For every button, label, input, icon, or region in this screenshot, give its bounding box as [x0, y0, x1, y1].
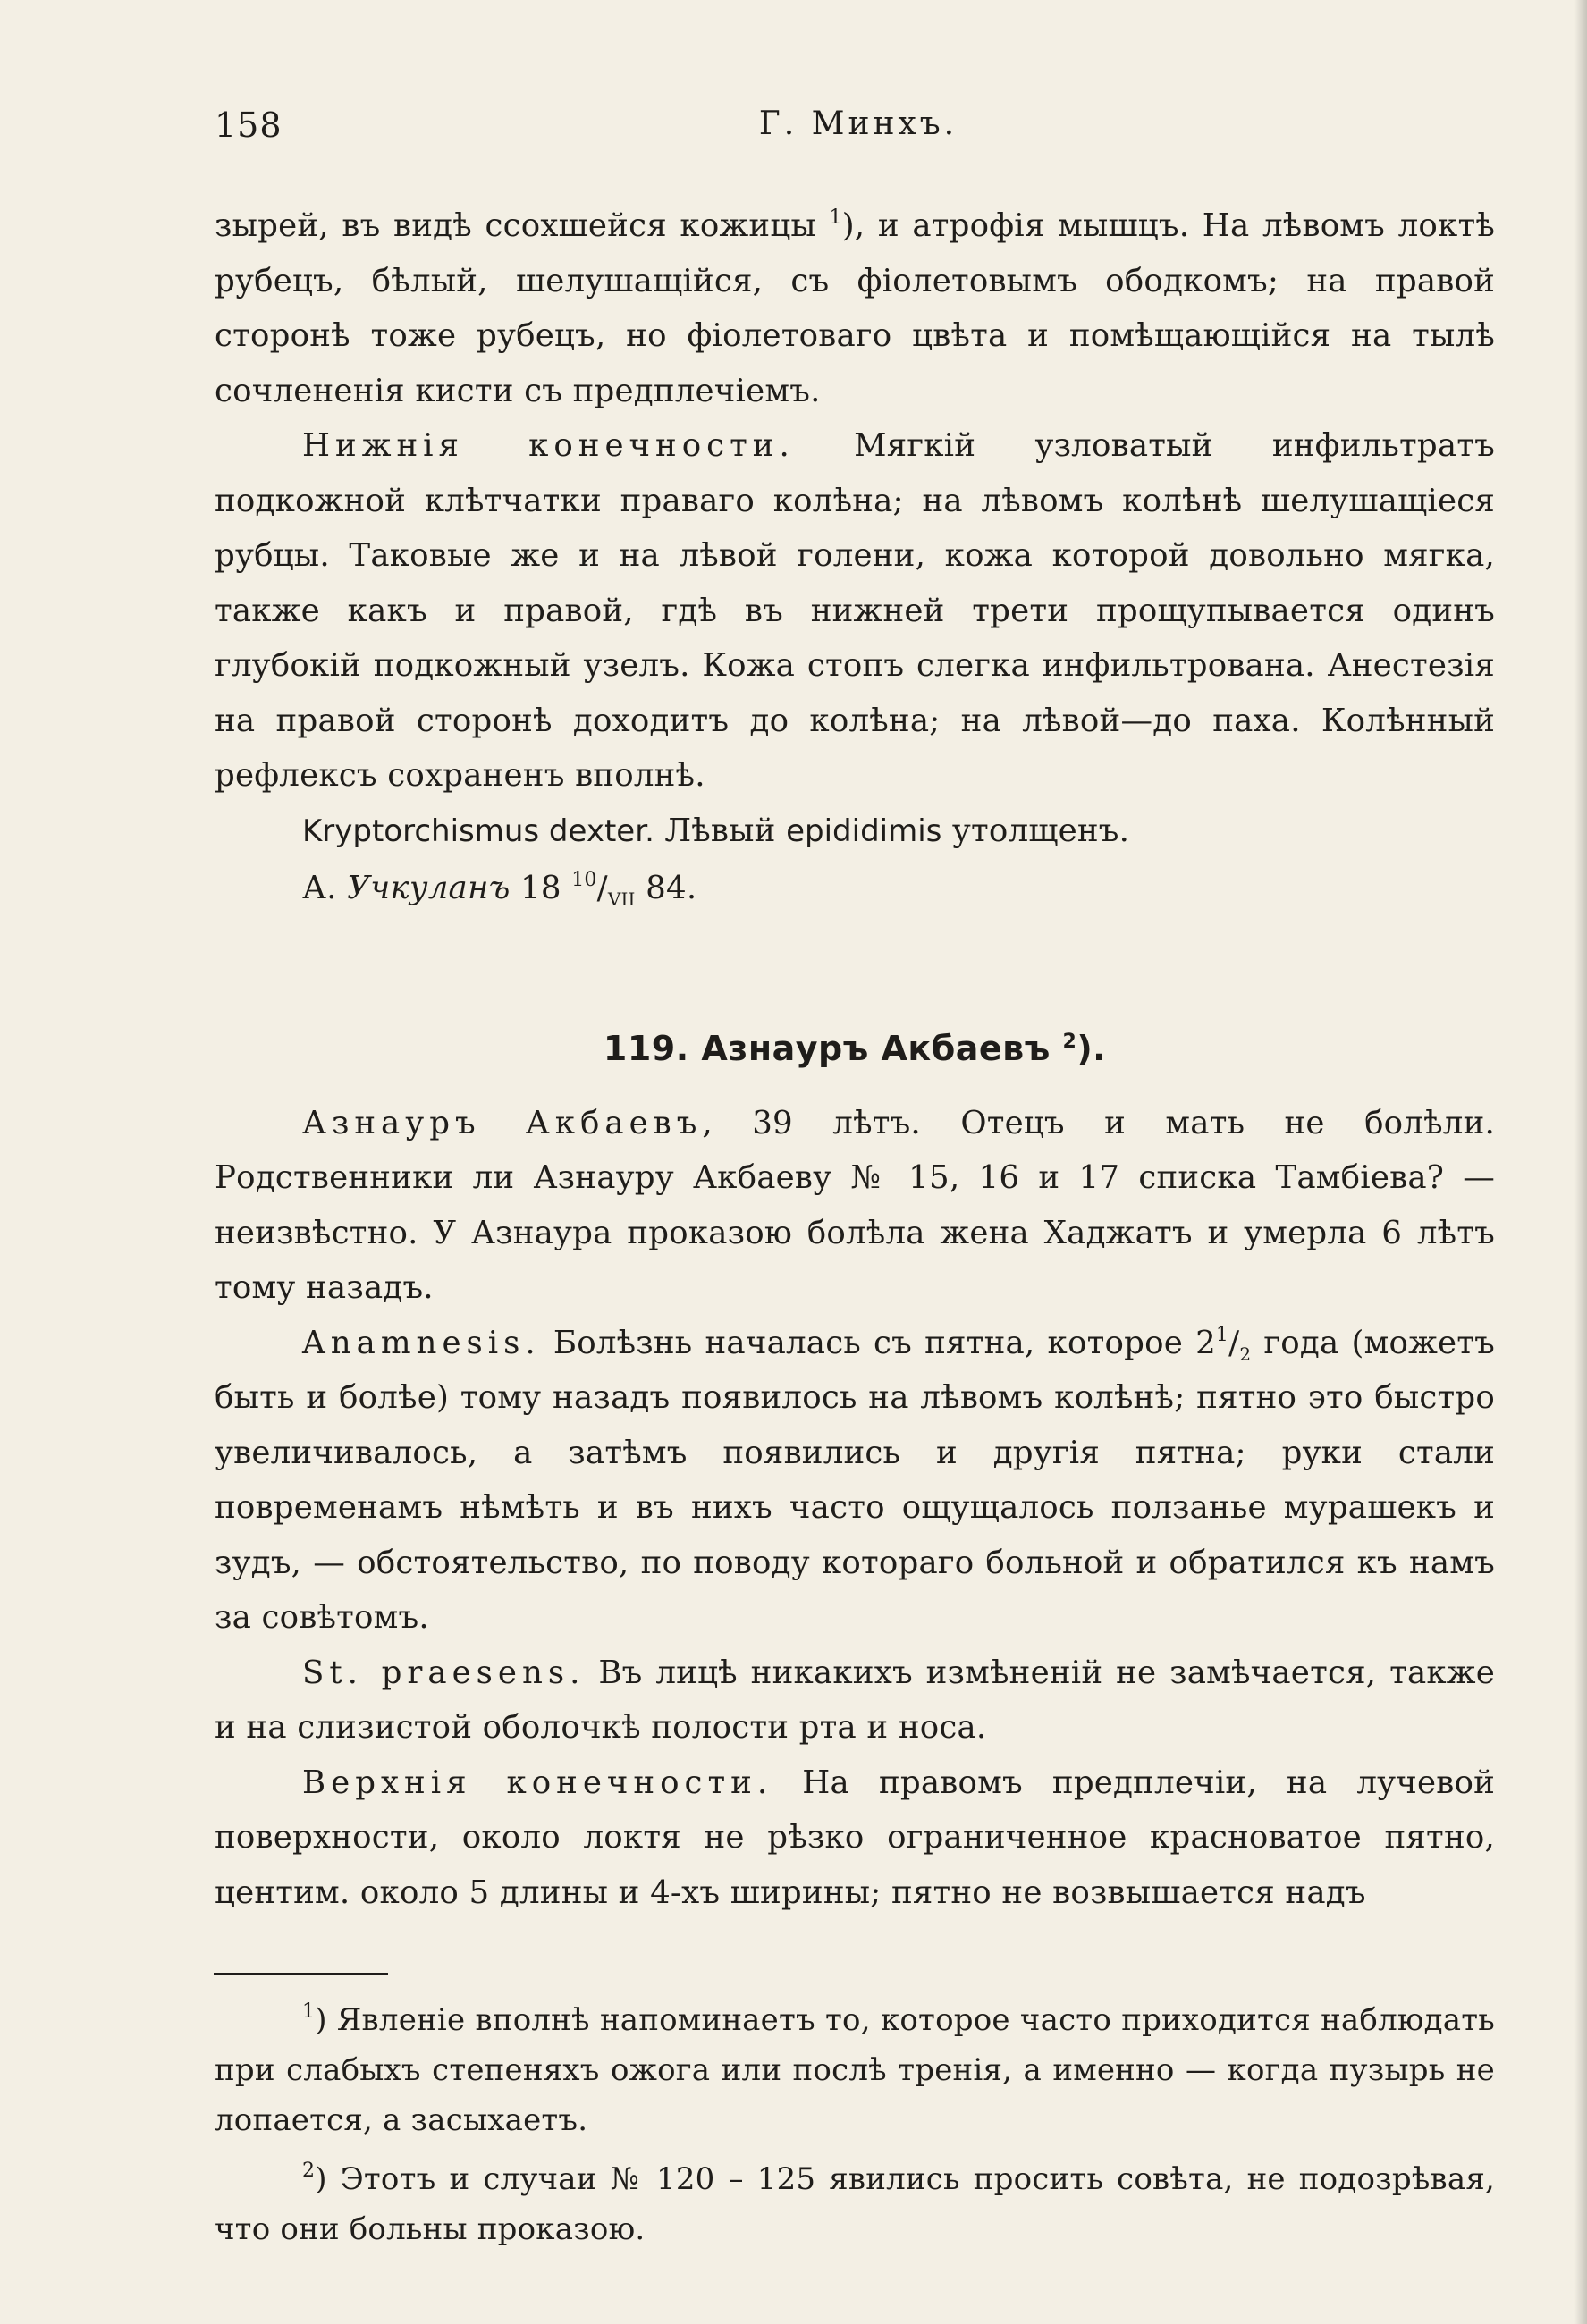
signature-date-month: VII — [607, 888, 636, 910]
spaced-name: Азнауръ Акбаевъ — [302, 1104, 703, 1141]
paragraph-upper-limbs — [215, 1756, 1495, 1921]
paragraph-lower-limbs — [215, 418, 1495, 804]
footnotes — [215, 1995, 1495, 2254]
text-run: , 39 лѣтъ. Отецъ и мать не болѣли. Родственники ли Азнауру Акбаеву № 15, 16 и 17 списка Тамбіева? — неизвѣстно. У Азнаура проказою болѣла жена Хаджатъ и умерла 6 лѣтъ тому назадъ. — [215, 1104, 1495, 1306]
paragraph-kryptorchismus — [215, 804, 1495, 860]
text-run: Въ лицѣ никакихъ измѣненій не замѣчается, также и на слизистой оболочкѣ полости рта и носа. — [215, 1654, 1495, 1746]
footnote-ref-1: 1 — [829, 206, 842, 229]
text-run: На правомъ предплечіи, на лучевой поверхности, около локтя не рѣзко ограниченное красноватое пятно, центим. около 5 длины и 4-хъ ширины; пятно не возвышается надъ — [215, 1764, 1495, 1911]
paragraph-status-praesens — [215, 1646, 1495, 1756]
latin-term: epididimis — [786, 813, 942, 849]
paragraph-anamnesis — [215, 1316, 1495, 1646]
case-heading — [215, 1022, 1495, 1075]
text-run: Лѣвый — [654, 812, 787, 849]
footnote-text: ) Явленіе вполнѣ напоминаетъ то, которое часто приходится наблюдать при слабыхъ степеняхъ ожога или послѣ тренія, а именно — когда пузырь не лопается, а засыхаетъ. — [215, 2002, 1495, 2138]
text-run: Мягкій узловатый инфильтратъ подкожной клѣтчатки праваго колѣна; на лѣвомъ колѣнѣ шелушащіеся рубцы. Таковые же и на лѣвой голени, кожа которой довольно мягка, также какъ и правой, гдѣ въ нижней трети прощупывается одинъ глубокій подкожный узелъ. Кожа стопъ слегка инфильтрована. Анестезія на правой сторонѣ доходитъ до колѣна; на лѣвой—до паха. Колѣнный рефлексъ сохраненъ вполнѣ. — [215, 427, 1495, 794]
text-run: ), и атрофія мышцъ. На лѣвомъ локтѣ рубецъ, бѣлый, шелушащійся, съ фіолетовымъ ободкомъ; на правой сторонѣ тоже рубецъ, но фіолетоваго цвѣта и помѣщающійся на тылѣ сочлененія кисти съ предплечіемъ. — [215, 207, 1495, 409]
main-text — [215, 198, 1495, 1920]
footnote-ref-2: 2 — [1062, 1030, 1077, 1053]
spaced-heading: Anamnesis. — [302, 1324, 541, 1361]
signature-date-slash: / — [596, 870, 608, 906]
signature-day: 18 — [510, 870, 572, 906]
text-run: зырей, въ видѣ ссохшейся кожицы — [215, 207, 830, 244]
paragraph-continued — [215, 198, 1495, 418]
footnote-text: ) Этотъ и случаи № 120 – 125 явились просить совѣта, не подозрѣвая, что они больны проказою. — [215, 2161, 1495, 2247]
text-run: года (можетъ быть и болѣе) тому назадъ появилось на лѣвомъ колѣнѣ; пятно это быстро увеличивалось, а затѣмъ появились и другія пятна; руки стали повременамъ нѣмѣть и въ нихъ часто ощущалось ползанье мурашекъ и зудъ, — обстоятельство, по поводу котораго больной и обратился къ намъ за совѣтомъ. — [215, 1324, 1495, 1636]
text-run: утолщенъ. — [941, 812, 1130, 849]
signature-place: Учкуланъ — [347, 870, 511, 906]
footnote-mark: 1 — [302, 2000, 316, 2023]
fraction-numerator: 1 — [1215, 1323, 1229, 1346]
case-heading-text: 119. Азнауръ Акбаевъ — [603, 1028, 1063, 1068]
fraction-slash: / — [1228, 1324, 1240, 1361]
text-run: Болѣзнь началась съ пятна, которое 2 — [540, 1324, 1216, 1361]
paragraph-patient-intro — [215, 1096, 1495, 1316]
signature-date-numerator: 10 — [571, 869, 597, 891]
case-heading-end: ). — [1076, 1028, 1107, 1068]
fraction-denominator: 2 — [1239, 1343, 1252, 1365]
spaced-heading: St. praesens. — [302, 1654, 586, 1691]
spaced-heading: Нижнія конечности. — [302, 427, 795, 464]
latin-term: Kryptorchismus dexter. — [302, 813, 654, 849]
running-head: Г. Минхъ. — [758, 105, 958, 142]
footnote-divider — [214, 1973, 388, 1975]
page-header — [215, 105, 1502, 150]
examination-signature — [215, 861, 1495, 916]
footnote-1 — [215, 1995, 1495, 2145]
page-edge-shadow — [1574, 0, 1587, 2324]
spaced-heading: Верхнія конечности. — [302, 1764, 773, 1801]
page-number: 158 — [215, 105, 283, 145]
signature-year: 84. — [635, 870, 697, 906]
footnote-mark: 2 — [302, 2160, 316, 2182]
signature-initial: А. — [302, 870, 348, 906]
footnote-2 — [215, 2154, 1495, 2254]
